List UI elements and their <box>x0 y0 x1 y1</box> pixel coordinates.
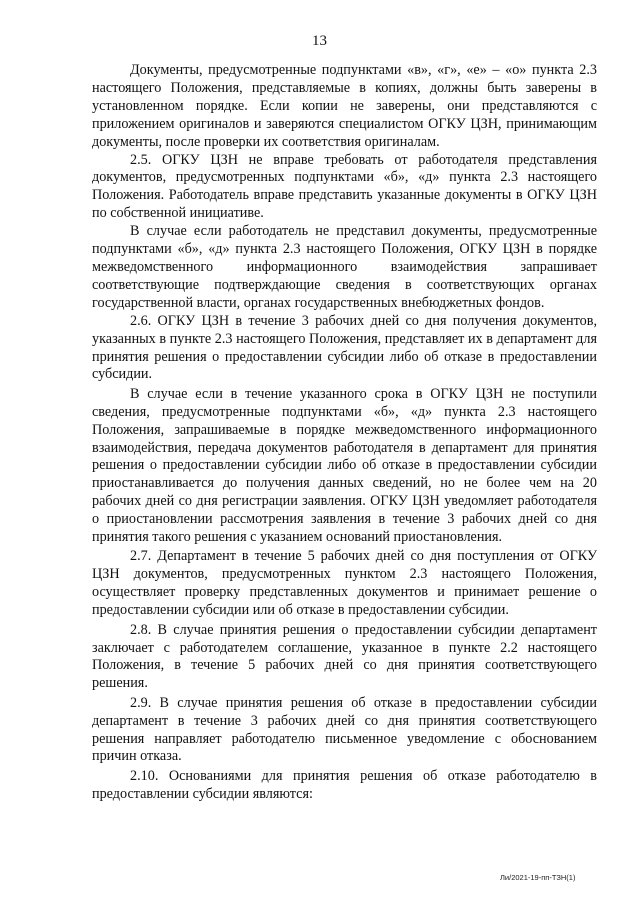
paragraph-2-6: 2.6. ОГКУ ЦЗН в течение 3 рабочих дней со дня получения документов, указанных в пункте 2.3 настоящего Положения, представляет их в департамент для принятия решения о предоставлении субсидии либо об отказе в предоставлении субсидии. <box>92 312 597 383</box>
paragraph-2-7: 2.7. Департамент в течение 5 рабочих дней со дня поступления от ОГКУ ЦЗН документов, предусмотренных пунктом 2.3 настоящего Положения, осуществляет проверку представленных документов и принимает решение о предоставлении субсидии или об отказе в предоставлении субсидии. <box>92 548 597 619</box>
document-code: Ли/2021-19-пп-ТЗН(1) <box>500 873 576 882</box>
paragraph-2-8: 2.8. В случае принятия решения о предоставлении субсидии департамент заключает с работодателем соглашение, указанное в пункте 2.2 настоящего Положения, в течение 5 рабочих дней со дня принятия соответствующего решения. <box>92 621 597 692</box>
document-body <box>92 62 597 804</box>
paragraph-2-10: 2.10. Основаниями для принятия решения об отказе работодателю в предоставлении субсидии являются: <box>92 767 597 802</box>
paragraph-2-5: 2.5. ОГКУ ЦЗН не вправе требовать от работодателя представления документов, предусмотренных подпунктами «б», «д» пункта 2.3 настоящего Положения. Работодатель вправе представить указанные документы в ОГКУ ЦЗН по собственной инициативе. <box>92 151 597 222</box>
paragraph-2-9: 2.9. В случае принятия решения об отказе в предоставлении субсидии департамент в течение 3 рабочих дней со дня принятия соответствующего решения направляет работодателю письменное уведомление с обоснованием причин отказа. <box>92 694 597 765</box>
paragraph-interagency-request: В случае если работодатель не представил документы, предусмотренные подпунктами «б», «д» пункта 2.3 настоящего Положения, ОГКУ ЦЗН в порядке межведомственного информационного взаимодействия запрашивает соответствующие подтверждающие сведения в соответствующих органах государственной власти, органах государственных внебюджетных фондов. <box>92 223 597 311</box>
page-number: 13 <box>312 33 327 49</box>
paragraph-documents-certification: Документы, предусмотренные подпунктами «в», «г», «е» – «о» пункта 2.3 настоящего Положения, представляемые в копиях, должны быть заверены в установленном порядке. Если копии не заверены, они представляются с приложением оригиналов и заверяются специалистом ОГКУ ЦЗН, принимающим документы, после проверки их соответствия оригиналам. <box>92 62 597 150</box>
paragraph-suspension: В случае если в течение указанного срока в ОГКУ ЦЗН не поступили сведения, предусмотренные подпунктами «б», «д» пункта 2.3 настоящего Положения, запрашиваемые в порядке межведомственного информационного взаимодействия, передача документов работодателя в департамент для принятия решения о предоставлении субсидии либо об отказе в предоставлении субсидии приостанавливается до получения данных сведений, но не более чем на 20 рабочих дней со дня регистрации заявления. ОГКУ ЦЗН уведомляет работодателя о приостановлении рассмотрения заявления в течение 3 рабочих дней со дня принятия такого решения с указанием оснований приостановления. <box>92 385 597 546</box>
